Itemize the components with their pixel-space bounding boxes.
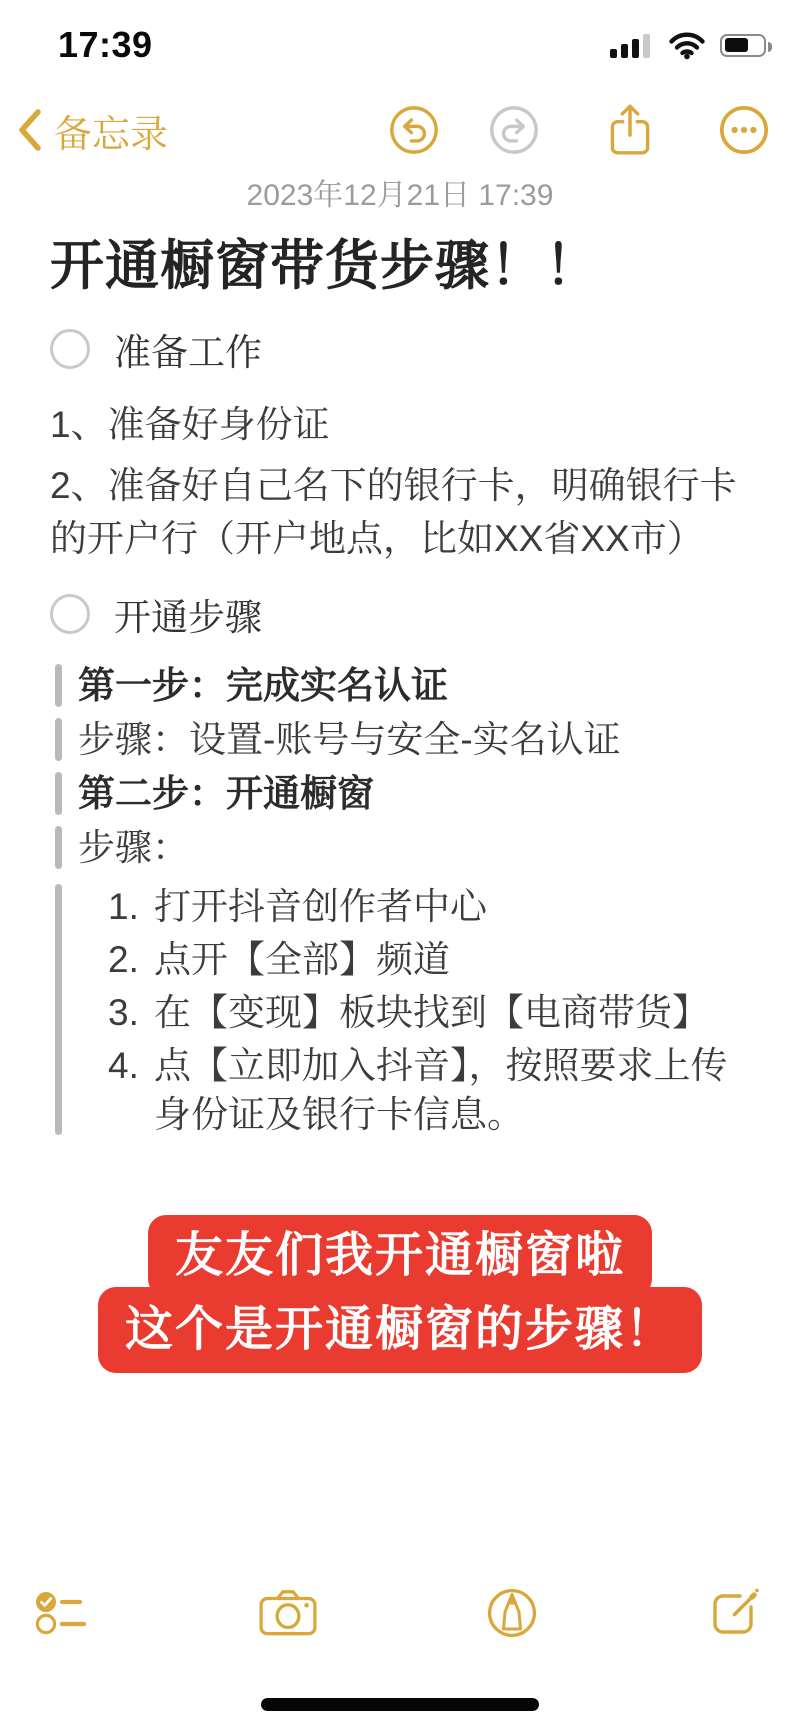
quote-line: 第一步：完成实名认证 (50, 663, 750, 708)
checklist-button[interactable] (34, 1587, 90, 1639)
numbered-list (50, 882, 750, 1139)
markup-button[interactable] (486, 1587, 538, 1639)
note-body (0, 170, 800, 1373)
checkbox-circle[interactable] (50, 329, 90, 369)
battery-fill (725, 38, 748, 52)
list-item (78, 1041, 750, 1139)
cellular-signal-icon (608, 30, 654, 60)
list-item-number: 3. (108, 992, 139, 1033)
wifi-icon (668, 31, 706, 60)
note-date: 2023年12月21日 17:39 (246, 179, 554, 212)
list-item-text: 点【立即加入抖音】，按照要求上传身份证及银行卡信息。 (154, 1045, 728, 1135)
checklist-label: 准备工作 (114, 332, 262, 373)
status-icons (608, 30, 766, 60)
list-item-number: 2. (108, 939, 139, 980)
highlight-text-line1: 友友们我开通橱窗啦 (148, 1215, 652, 1297)
more-icon (718, 104, 770, 156)
list-item (78, 882, 750, 931)
list-item-text: 在【变现】板块找到【电商带货】 (154, 992, 709, 1033)
battery-nub (768, 42, 773, 52)
share-button[interactable] (606, 101, 654, 159)
list-item (78, 988, 750, 1037)
quote-line: 步骤： (50, 825, 750, 870)
back-label: 备忘录 (54, 113, 169, 156)
paragraph: 2、准备好自己名下的银行卡，明确银行卡的开户行（开户地点，比如XX省XX市） (50, 465, 737, 559)
undo-icon (388, 104, 440, 156)
compose-button[interactable] (706, 1585, 762, 1641)
more-button[interactable] (718, 104, 770, 156)
checklist-label: 开通步骤 (114, 597, 262, 638)
highlight-banner (50, 1215, 750, 1373)
checkbox-circle[interactable] (50, 594, 90, 634)
note-title: 开通橱窗带货步骤！！ (50, 236, 600, 296)
status-time: 17:39 (58, 24, 153, 65)
list-item-text: 打开抖音创作者中心 (154, 886, 487, 927)
battery-icon (720, 34, 766, 57)
checklist-item (50, 322, 750, 376)
checklist-item (50, 587, 750, 641)
camera-icon (258, 1588, 318, 1638)
markup-pen-icon (486, 1587, 538, 1639)
nav-bar (0, 98, 800, 162)
paragraph: 1、准备好身份证 (50, 404, 330, 445)
camera-button[interactable] (258, 1588, 318, 1638)
share-icon (606, 101, 654, 159)
list-item (78, 935, 750, 984)
highlight-row (50, 1215, 750, 1297)
back-chevron-icon (16, 108, 42, 152)
compose-icon (706, 1585, 762, 1641)
quote-line: 步骤：设置-账号与安全-实名认证 (50, 717, 750, 762)
list-item-number: 1. (108, 886, 139, 927)
redo-button[interactable] (488, 104, 540, 156)
status-bar (0, 20, 800, 70)
redo-icon (488, 104, 540, 156)
highlight-row (50, 1297, 750, 1373)
bottom-toolbar (0, 1582, 800, 1644)
list-item-text: 点开【全部】频道 (154, 939, 450, 980)
undo-button[interactable] (388, 104, 440, 156)
list-item-number: 4. (108, 1045, 139, 1086)
home-indicator[interactable] (261, 1698, 539, 1711)
quote-line: 第二步：开通橱窗 (50, 771, 750, 816)
highlight-text-line2: 这个是开通橱窗的步骤！ (98, 1287, 702, 1373)
back-button[interactable] (16, 103, 168, 158)
checklist-icon (34, 1587, 90, 1639)
